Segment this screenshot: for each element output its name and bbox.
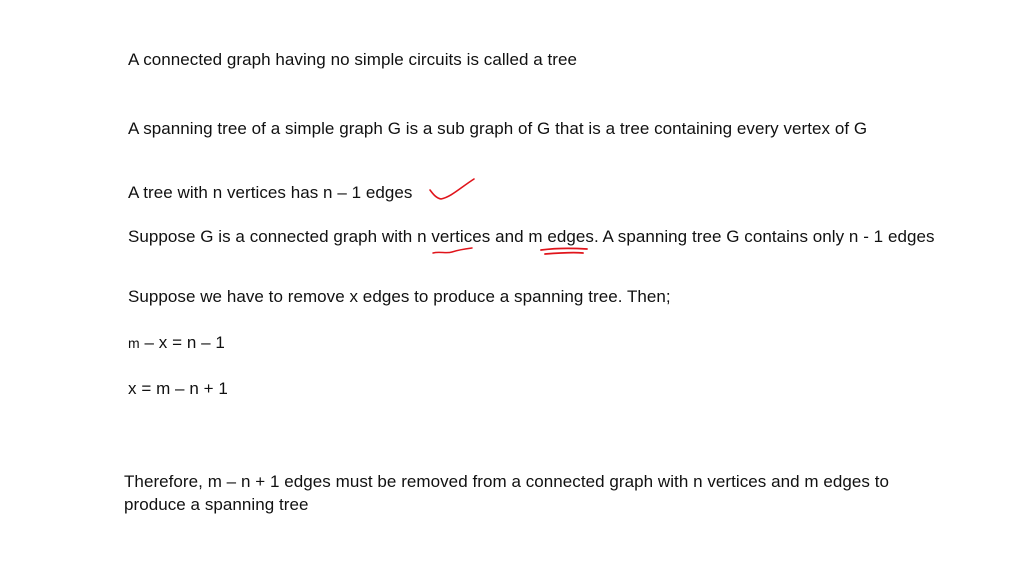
underline-m-edges [541, 248, 587, 254]
suppose-graph-text: Suppose G is a connected graph with n vertices and m edges. A spanning tree G contains only n - 1 edges [128, 227, 935, 246]
spanning-tree-definition-text: A spanning tree of a simple graph G is a sub graph of G that is a tree containing every vertex of G [128, 119, 868, 138]
suppose-remove-text: Suppose we have to remove x edges to produce a spanning tree. Then; [128, 287, 671, 306]
tree-definition-text: A connected graph having no simple circuits is called a tree [128, 50, 578, 69]
check-mark [430, 179, 474, 199]
equation-1 [128, 332, 225, 354]
conclusion-text: Therefore, m – n + 1 edges must be removed from a connected graph with n vertices and m edges to produce a spanning tree [124, 472, 890, 514]
equation-2: x = m – n + 1 [128, 379, 228, 398]
equation-1-m: m [128, 335, 140, 351]
equation-1-rest: – x = n – 1 [139, 333, 225, 352]
tree-edges-text: A tree with n vertices has n – 1 edges [128, 183, 413, 202]
underline-n-vertices [433, 248, 472, 253]
